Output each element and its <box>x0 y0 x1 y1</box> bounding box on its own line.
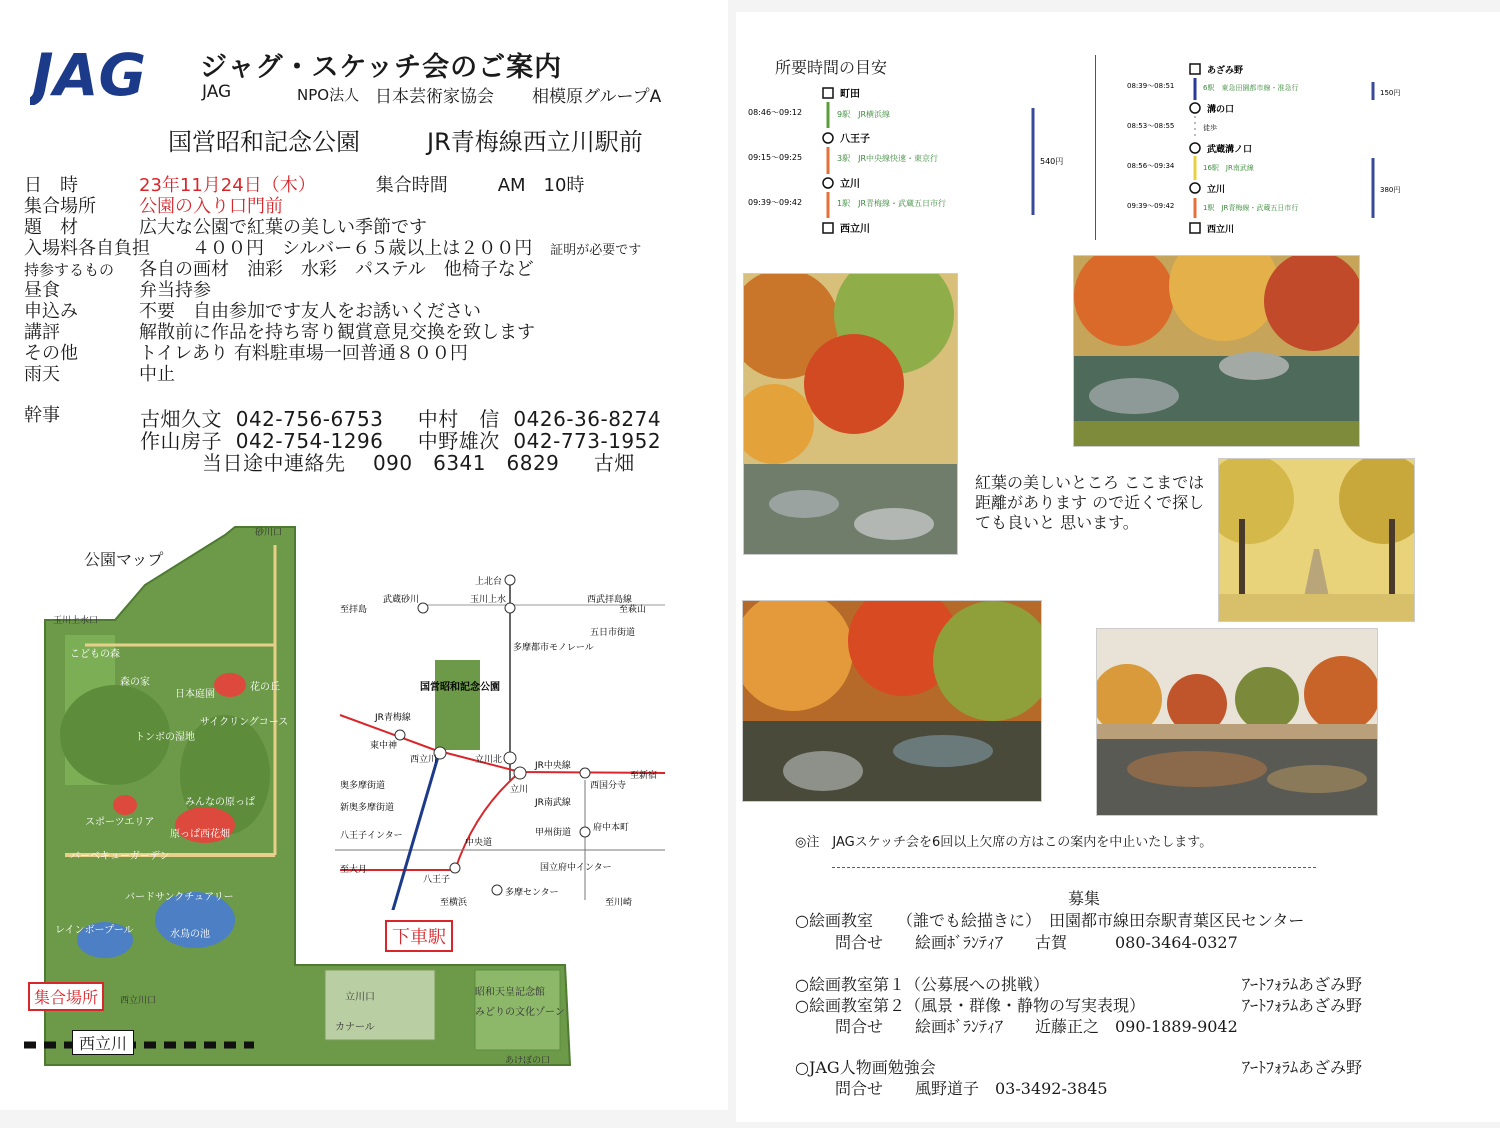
review-row <box>24 322 535 343</box>
route-station: 至拝島 <box>340 605 368 615</box>
map-label: カナール <box>335 1022 375 1033</box>
route-station: 甲州街道 <box>535 828 572 838</box>
class23-contact: 問合せ 絵画ﾎﾞﾗﾝﾃｨｱ 近藤正之 090-1889-9042 <box>835 1017 1238 1036</box>
class1-line: ○絵画教室 （誰でも絵描きに） 田園都市線田奈駅青葉区民センター <box>795 911 1305 930</box>
route-station: JR南武線 <box>535 798 571 808</box>
park-map-title: 公園マップ <box>84 550 164 569</box>
route-station: 武蔵砂川 <box>383 595 420 605</box>
route-station: 西武拝島線 <box>587 595 633 605</box>
timetable-segment: 9駅 JR横浜線 <box>837 110 891 119</box>
map-label: 原っぱ西花畑 <box>170 829 230 840</box>
page-title: ジャグ・スケッチ会のご案内 <box>200 52 563 83</box>
nishitachikawa-station-label: 西立川 <box>72 1030 134 1055</box>
date-label: 日 時 <box>24 175 78 196</box>
theme-row <box>24 217 427 238</box>
class4-contact: 問合せ 風野道子 03-3492-3845 <box>835 1079 1108 1098</box>
bring-label: 持参するもの <box>24 261 115 279</box>
foliage-photo-3 <box>1218 458 1415 622</box>
timetable-segment: 3駅 JR中央線快速・東京行 <box>837 154 939 163</box>
absence-notice: ◎注 JAGスケッチ会を6回以上欠席の方はこの案内を中止いたします。 <box>795 835 1213 850</box>
timetable-time: 09:15～09:25 <box>748 153 803 162</box>
org-association: 日本芸術家協会 <box>375 87 494 107</box>
map-label: 森の家 <box>120 677 150 688</box>
route-station: 八王子インター <box>340 831 403 841</box>
apply-row <box>24 301 481 322</box>
fee-row <box>24 238 641 261</box>
class3-place: ｱｰﾄﾌｫﾗﾑあざみ野 <box>1242 996 1363 1015</box>
foliage-photo-4 <box>742 600 1042 802</box>
fee-note: 証明が必要です <box>550 243 642 258</box>
foliage-photo-1 <box>743 273 958 555</box>
organizer-tel: 042-773-1952 <box>513 429 662 453</box>
rain-value: 中止 <box>139 364 175 385</box>
timetable-fare: 380円 <box>1380 186 1401 194</box>
jag-logo <box>30 45 160 105</box>
organizer-name: 中野雄次 <box>417 429 500 453</box>
timetable-title: 所要時間の目安 <box>775 58 888 77</box>
fee-label: 入場料各自負担 <box>24 238 150 259</box>
timetable-segment: 6駅 東急田園都市線・准急行 <box>1203 84 1299 92</box>
route-station: 立川 <box>510 785 529 795</box>
map-label: 花の丘 <box>250 682 280 693</box>
timetable-right <box>1125 58 1420 238</box>
timetable-stop: 立川 <box>840 179 860 190</box>
timetable-segment: 徒歩 <box>1203 124 1217 132</box>
other-row <box>24 343 468 364</box>
timetable-left <box>745 80 1080 240</box>
timetable-stop: 武蔵溝ノ口 <box>1207 145 1253 155</box>
timetable-fare: 150円 <box>1380 89 1401 97</box>
place-row <box>24 196 283 217</box>
timetable-segment: 1駅 JR青梅線・武蔵五日市行 <box>1203 204 1299 212</box>
venue-park: 国営昭和記念公園 <box>168 128 360 156</box>
map-label: あけぼの口 <box>505 1056 551 1066</box>
map-label: 西立川口 <box>120 996 157 1006</box>
organizer-name: 中村 信 <box>417 407 500 431</box>
gather-time-label: 集合時間 <box>375 175 448 196</box>
jag-logo-icon <box>30 45 160 105</box>
timetable-time: 08:46～09:12 <box>748 108 803 117</box>
map-label: みんなの原っぱ <box>185 797 255 808</box>
route-station: JR中央線 <box>535 761 571 771</box>
route-station: 上北台 <box>475 577 503 587</box>
timetable-stop: あざみ野 <box>1207 66 1244 76</box>
organizer-name: 作山房子 <box>140 429 222 453</box>
foliage-photo-5 <box>1096 628 1378 816</box>
lunch-label: 昼食 <box>24 280 60 301</box>
other-value: トイレあり 有料駐車場一回普通８００円 <box>139 343 468 364</box>
org-npo: NPO法人 <box>297 86 360 104</box>
route-station: 至萩山 <box>619 605 647 615</box>
route-station: 国立府中インター <box>540 863 612 873</box>
same-day-contact-name: 古畑 <box>593 451 635 475</box>
gathering-point-label: 集合場所 <box>28 982 104 1011</box>
route-station: 東中神 <box>370 741 398 751</box>
map-label: 昭和天皇記念館 <box>475 987 545 998</box>
gather-time-value: AM 10時 <box>497 175 585 196</box>
route-station: 立川北 <box>475 755 503 765</box>
place-value: 公園の入り口門前 <box>139 196 283 217</box>
venue-station: JR青梅線西立川駅前 <box>427 128 643 156</box>
class2-line: ○絵画教室第１（公募展への挑戦） <box>795 975 1049 994</box>
timetable-stop: 西立川 <box>1207 225 1235 235</box>
timetable-time: 08:53～08:55 <box>1127 122 1175 130</box>
same-day-contact-tel: 090 6341 6829 <box>372 451 560 475</box>
route-station: 玉川上水 <box>470 595 507 605</box>
apply-value: 不要 自由参加です友人をお誘いください <box>139 301 481 322</box>
organizer-tel: 0426-36-8274 <box>513 407 662 431</box>
organizer-row-3 <box>202 447 635 476</box>
route-station: 奥多摩街道 <box>340 781 386 791</box>
timetable-time: 08:39～08:51 <box>1127 82 1175 90</box>
apply-label: 申込み <box>24 301 78 322</box>
map-label: バーベキューガーデン <box>70 851 170 862</box>
other-label: その他 <box>24 343 78 364</box>
timetable-segment: 16駅 JR南武線 <box>1203 164 1254 172</box>
route-station: 国営昭和記念公園 <box>420 682 500 693</box>
organizer-tel: 042-754-1296 <box>235 429 384 453</box>
timetable-stop: 町田 <box>840 89 860 100</box>
place-label: 集合場所 <box>24 196 96 217</box>
class4-line: ○JAG人物画勉強会 <box>795 1058 936 1077</box>
map-label: こどもの森 <box>70 649 120 660</box>
theme-value: 広大な公園で紅葉の美しい季節です <box>139 217 427 238</box>
class1-contact: 問合せ 絵画ﾎﾞﾗﾝﾃｨｱ 古賀 080-3464-0327 <box>835 933 1238 952</box>
theme-label: 題 材 <box>24 217 78 238</box>
review-label: 講評 <box>24 322 60 343</box>
date-row <box>24 175 584 196</box>
route-station: 新奥多摩街道 <box>340 803 395 813</box>
review-value: 解散前に作品を持ち寄り観賞意見交換を致します <box>139 322 535 343</box>
route-station: 府中本町 <box>593 823 630 833</box>
alight-station-label: 下車駅 <box>385 920 453 952</box>
timetable-stop: 立川 <box>1207 185 1226 195</box>
class4-place: ｱｰﾄﾌｫﾗﾑあざみ野 <box>1242 1058 1363 1077</box>
map-label: 玉川上水口 <box>53 616 99 626</box>
map-label: 砂川口 <box>255 528 283 538</box>
timetable-time: 08:56～09:34 <box>1127 162 1175 170</box>
organizer-tel: 042-756-6753 <box>235 407 384 431</box>
railway-line <box>24 1034 254 1056</box>
rain-label: 雨天 <box>24 364 60 385</box>
map-label: スポーツエリア <box>85 817 155 828</box>
date-value: 23年11月24日（木） <box>139 175 316 196</box>
class2-place: ｱｰﾄﾌｫﾗﾑあざみ野 <box>1242 975 1363 994</box>
timetable-segment: 1駅 JR青梅線・武蔵五日市行 <box>837 199 947 208</box>
rain-row <box>24 364 175 385</box>
map-label: 水鳥の池 <box>170 929 210 940</box>
timetable-stop: 溝の口 <box>1207 105 1235 115</box>
route-station: 西国分寺 <box>590 781 627 791</box>
map-label: サイクリングコース <box>200 717 289 728</box>
photo-comment: 紅葉の美しいところ ここまでは距離があります ので近くで探しても良いと 思います。 <box>975 473 1205 532</box>
organizer-label: 幹事 <box>24 405 60 426</box>
route-station: 八王子 <box>423 875 451 885</box>
svg-text:JAG: JAG <box>32 45 147 105</box>
class3-line: ○絵画教室第２（風景・群像・静物の写実表現） <box>795 996 1145 1015</box>
fee-value: ４００円 シルバー６５歳以上は２００円 <box>192 238 533 259</box>
route-station: 至新宿 <box>630 771 658 781</box>
route-station: 多摩都市モノレール <box>513 643 594 653</box>
map-label: みどりの文化ゾーン <box>475 1007 565 1018</box>
route-map <box>335 570 665 910</box>
same-day-contact-label: 当日途中連絡先 <box>202 451 346 475</box>
route-station: 至大月 <box>340 865 368 875</box>
timetable-time: 09:39～09:42 <box>748 198 803 207</box>
timetable-stop: 西立川 <box>840 224 870 235</box>
map-label: レインボープール <box>55 925 134 936</box>
route-station: 五日市街道 <box>590 628 636 638</box>
timetable-stop: 八王子 <box>840 134 870 145</box>
bring-value: 各自の画材 油彩 水彩 パステル 他椅子など <box>139 259 534 280</box>
timetable-fare: 540円 <box>1040 157 1064 166</box>
lunch-row <box>24 280 211 301</box>
org-jag: JAG <box>202 82 232 102</box>
map-label: 日本庭園 <box>175 689 215 700</box>
foliage-photo-2 <box>1073 255 1360 447</box>
lunch-value: 弁当持参 <box>139 280 211 301</box>
bring-row <box>24 259 534 281</box>
route-station: 多摩センター <box>505 888 559 898</box>
timetable-divider <box>1095 55 1096 240</box>
dashed-divider <box>832 867 1316 868</box>
route-station: JR青梅線 <box>375 713 411 723</box>
route-station: 中央道 <box>465 838 493 848</box>
organizer-name: 古畑久文 <box>140 407 222 431</box>
org-group: 相模原グループA <box>532 87 662 107</box>
route-station: 至横浜 <box>440 898 468 908</box>
route-station: 至川崎 <box>605 898 633 908</box>
map-label: 立川口 <box>345 992 375 1003</box>
route-station: 西立川 <box>410 755 438 765</box>
map-label: トンボの湿地 <box>135 732 195 743</box>
timetable-time: 09:39～09:42 <box>1127 202 1175 210</box>
map-label: バードサンクチュアリー <box>125 892 234 903</box>
recruit-title: 募集 <box>1068 889 1101 908</box>
